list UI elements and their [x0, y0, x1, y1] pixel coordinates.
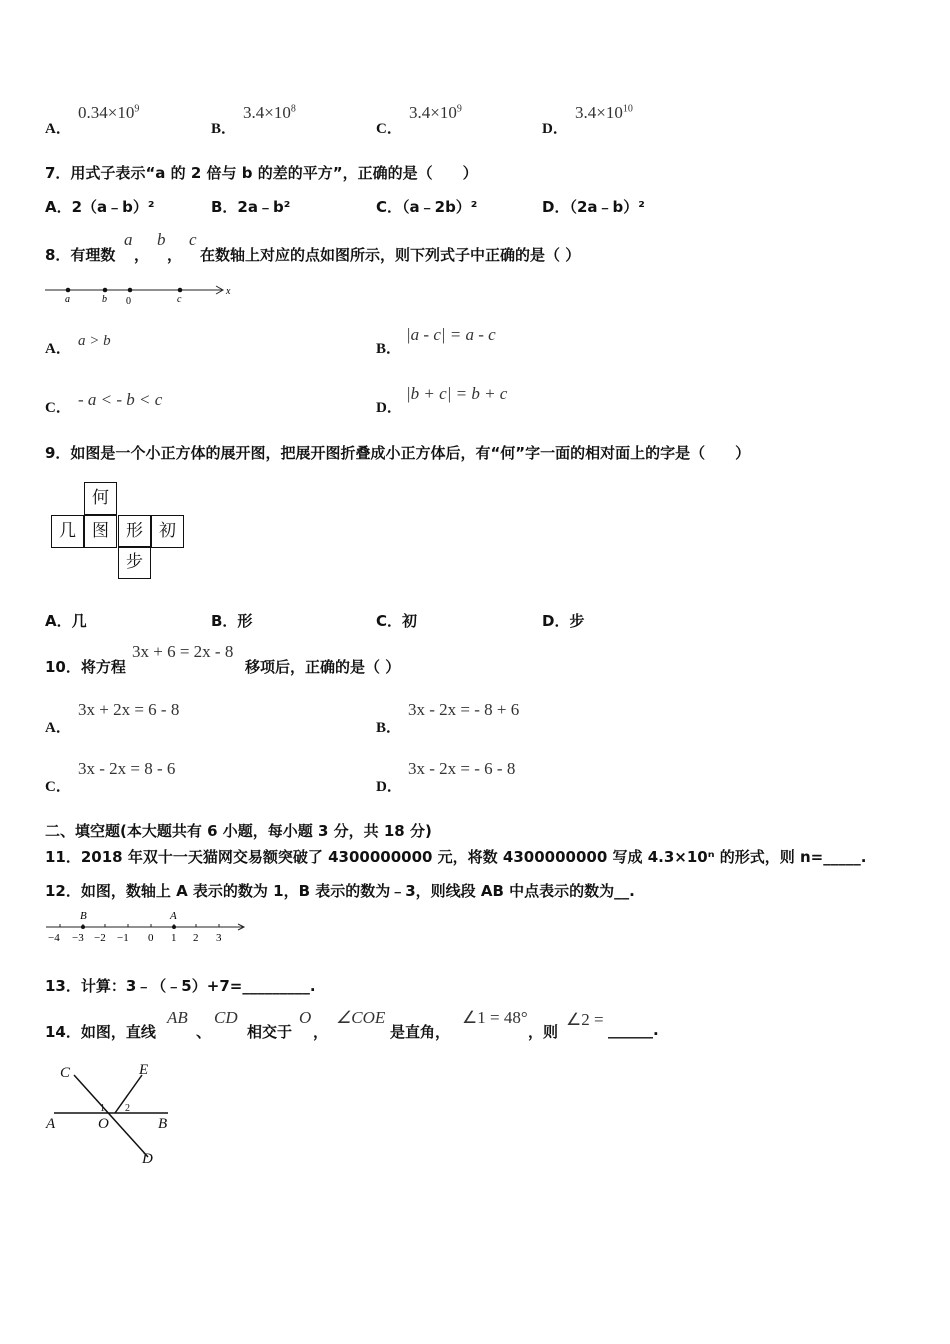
q9-option-b: B．形 — [211, 612, 253, 630]
q10-option-d-expr: 3x - 2x = - 6 - 8 — [408, 759, 516, 778]
q8-number-line — [40, 280, 240, 306]
q8-point-b — [103, 288, 108, 293]
q9-option-c: C．初 — [376, 612, 418, 630]
q10-option-a-label: A． — [45, 720, 71, 736]
q10-option-c-expr: 3x - 2x = 8 - 6 — [78, 759, 176, 778]
q6-option-d-value: $3.4\times 10^{10}$ — [575, 103, 633, 122]
q14-comma-1: ， — [313, 1023, 329, 1041]
q12-point-b — [81, 925, 85, 929]
q10-option-b-label: B． — [376, 720, 402, 736]
q7-option-c: C．（a﹣2b）² — [376, 198, 478, 216]
q9-net-cell-ji: 几 — [51, 515, 84, 548]
q12-number-line — [40, 908, 252, 944]
q14-answer-blank: ______. — [608, 1021, 659, 1039]
q8-stem-suffix: 在数轴上对应的点如图所示，则下列式子中正确的是（ ） — [200, 246, 581, 264]
q6-option-a-label: A． — [45, 121, 71, 137]
q13-text: 13．计算：3﹣（﹣5）+7=_________. — [45, 977, 316, 995]
q10-option-a-expr: 3x + 2x = 6 - 8 — [78, 700, 180, 719]
q12-label-a: A — [170, 910, 177, 922]
q14-stem-prefix: 14．如图，直线 — [45, 1023, 156, 1041]
q10-option-b-expr: 3x - 2x = - 8 + 6 — [408, 700, 520, 719]
q8-var-b: b — [157, 230, 166, 249]
q10-stem-suffix: 移项后，正确的是（ ） — [245, 658, 401, 676]
q8-var-c: c — [189, 230, 197, 249]
q12-tick-label-3: 3 — [216, 932, 222, 944]
q14-angle-1: ∠1 = 48° — [462, 1008, 528, 1027]
q10-equation: 3x + 6 = 2x - 8 — [132, 642, 234, 661]
q12-point-a — [172, 925, 176, 929]
q11-text: 11．2018 年双十一天猫网交易额突破了 4300000000 元，将数 4300000000 写成 4.3×10ⁿ 的形式，则 n=_____. — [45, 848, 867, 866]
q8-comma-2: ， — [167, 246, 183, 264]
q14-label-e: E — [139, 1062, 149, 1078]
q9-net-cell-chu: 初 — [151, 515, 184, 548]
q14-comma-2: ，则 — [528, 1023, 559, 1041]
q14-separator: 、 — [196, 1023, 212, 1041]
q7-option-a: A．2（a﹣b）² — [45, 198, 155, 216]
q14-point-o: O — [299, 1008, 312, 1027]
q14-angle-coe: ∠COE — [336, 1008, 386, 1027]
q12-tick-label-1: 1 — [171, 932, 177, 944]
q8-option-d-label: D． — [376, 400, 402, 416]
q9-stem: 9．如图是一个小正方体的展开图，把展开图折叠成小正方体后，有“何”字一面的相对面上的字是（ ） — [45, 444, 751, 462]
q8-axis-label-0: 0 — [126, 296, 131, 306]
q12-label-b: B — [80, 910, 87, 922]
q8-axis-label-a: a — [65, 294, 70, 305]
q12-tick-label-0: 0 — [148, 932, 154, 944]
q14-line-cd-draw — [74, 1075, 148, 1157]
q6-option-c-label: C． — [376, 121, 402, 137]
q9-net-cell-he: 何 — [84, 482, 117, 515]
q8-option-a-expr: a > b — [78, 333, 111, 349]
q14-label-c: C — [60, 1065, 71, 1081]
q6-option-c-value: $3.4\times 10^9$ — [409, 103, 462, 122]
q8-stem-prefix: 8．有理数 — [45, 246, 116, 264]
q14-angle-2: ∠2 = — [566, 1010, 604, 1029]
q6-option-b-label: B． — [211, 121, 237, 137]
q14-label-o: O — [98, 1116, 109, 1132]
q8-option-d-expr: |b + c| = b + c — [406, 384, 508, 403]
q12-tick-label-neg3: −3 — [72, 932, 84, 944]
q12-text: 12．如图，数轴上 A 表示的数为 1，B 表示的数为﹣3，则线段 AB 中点表示的数为__. — [45, 882, 635, 900]
q8-point-c — [178, 288, 183, 293]
q9-net-cell-xing: 形 — [118, 515, 151, 548]
q12-tick-label-neg2: −2 — [94, 932, 106, 944]
q8-option-a-label: A． — [45, 341, 71, 357]
q14-angle-label-2: 2 — [125, 1103, 130, 1114]
q14-line-ab: AB — [167, 1008, 188, 1027]
q14-figure — [40, 1055, 180, 1171]
q8-point-0 — [128, 288, 133, 293]
q6-option-b-value: $3.4\times 10^8$ — [243, 103, 296, 122]
q8-axis-label-c: c — [177, 294, 182, 305]
q14-label-b: B — [158, 1116, 168, 1132]
q8-point-a — [66, 288, 71, 293]
q8-axis-label-b: b — [102, 294, 107, 305]
q10-stem-prefix: 10．将方程 — [45, 658, 126, 676]
q8-option-b-expr: |a - c| = a - c — [406, 325, 496, 344]
q7-option-d: D．（2a﹣b）² — [542, 198, 645, 216]
q8-var-a: a — [124, 230, 133, 249]
q7-option-b: B．2a﹣b² — [211, 198, 291, 216]
q6-option-d-label: D． — [542, 121, 568, 137]
section2-title: 二、填空题(本大题共有 6 小题，每小题 3 分，共 18 分) — [45, 822, 432, 840]
q6-option-a-value: $0.34\times 10^9$ — [78, 103, 140, 122]
q14-angle-label-1: 1 — [100, 1103, 105, 1114]
q12-tick-label-2: 2 — [193, 932, 199, 944]
q12-tick-label-neg1: −1 — [117, 932, 129, 944]
q10-option-d-label: D． — [376, 779, 402, 795]
q8-option-c-expr: - a < - b < c — [78, 390, 163, 409]
q8-axis-label-x: x — [226, 286, 231, 297]
q8-option-b-label: B． — [376, 341, 402, 357]
q8-option-c-label: C． — [45, 400, 71, 416]
q10-option-c-label: C． — [45, 779, 71, 795]
q14-line-cd: CD — [214, 1008, 238, 1027]
q9-net-cell-tu: 图 — [84, 515, 117, 548]
q9-net-cell-bu: 步 — [118, 546, 151, 579]
q7-stem: 7．用式子表示“a 的 2 倍与 b 的差的平方”，正确的是（ ） — [45, 164, 478, 182]
q14-intersect: 相交于 — [247, 1023, 293, 1041]
q12-tick-label-neg4: −4 — [48, 932, 60, 944]
q14-label-a: A — [46, 1116, 56, 1132]
q9-option-a: A．几 — [45, 612, 87, 630]
q8-comma-1: ， — [134, 246, 150, 264]
q14-right-angle-text: 是直角， — [390, 1023, 451, 1041]
q9-option-d: D．步 — [542, 612, 585, 630]
q14-label-d: D — [142, 1151, 153, 1167]
